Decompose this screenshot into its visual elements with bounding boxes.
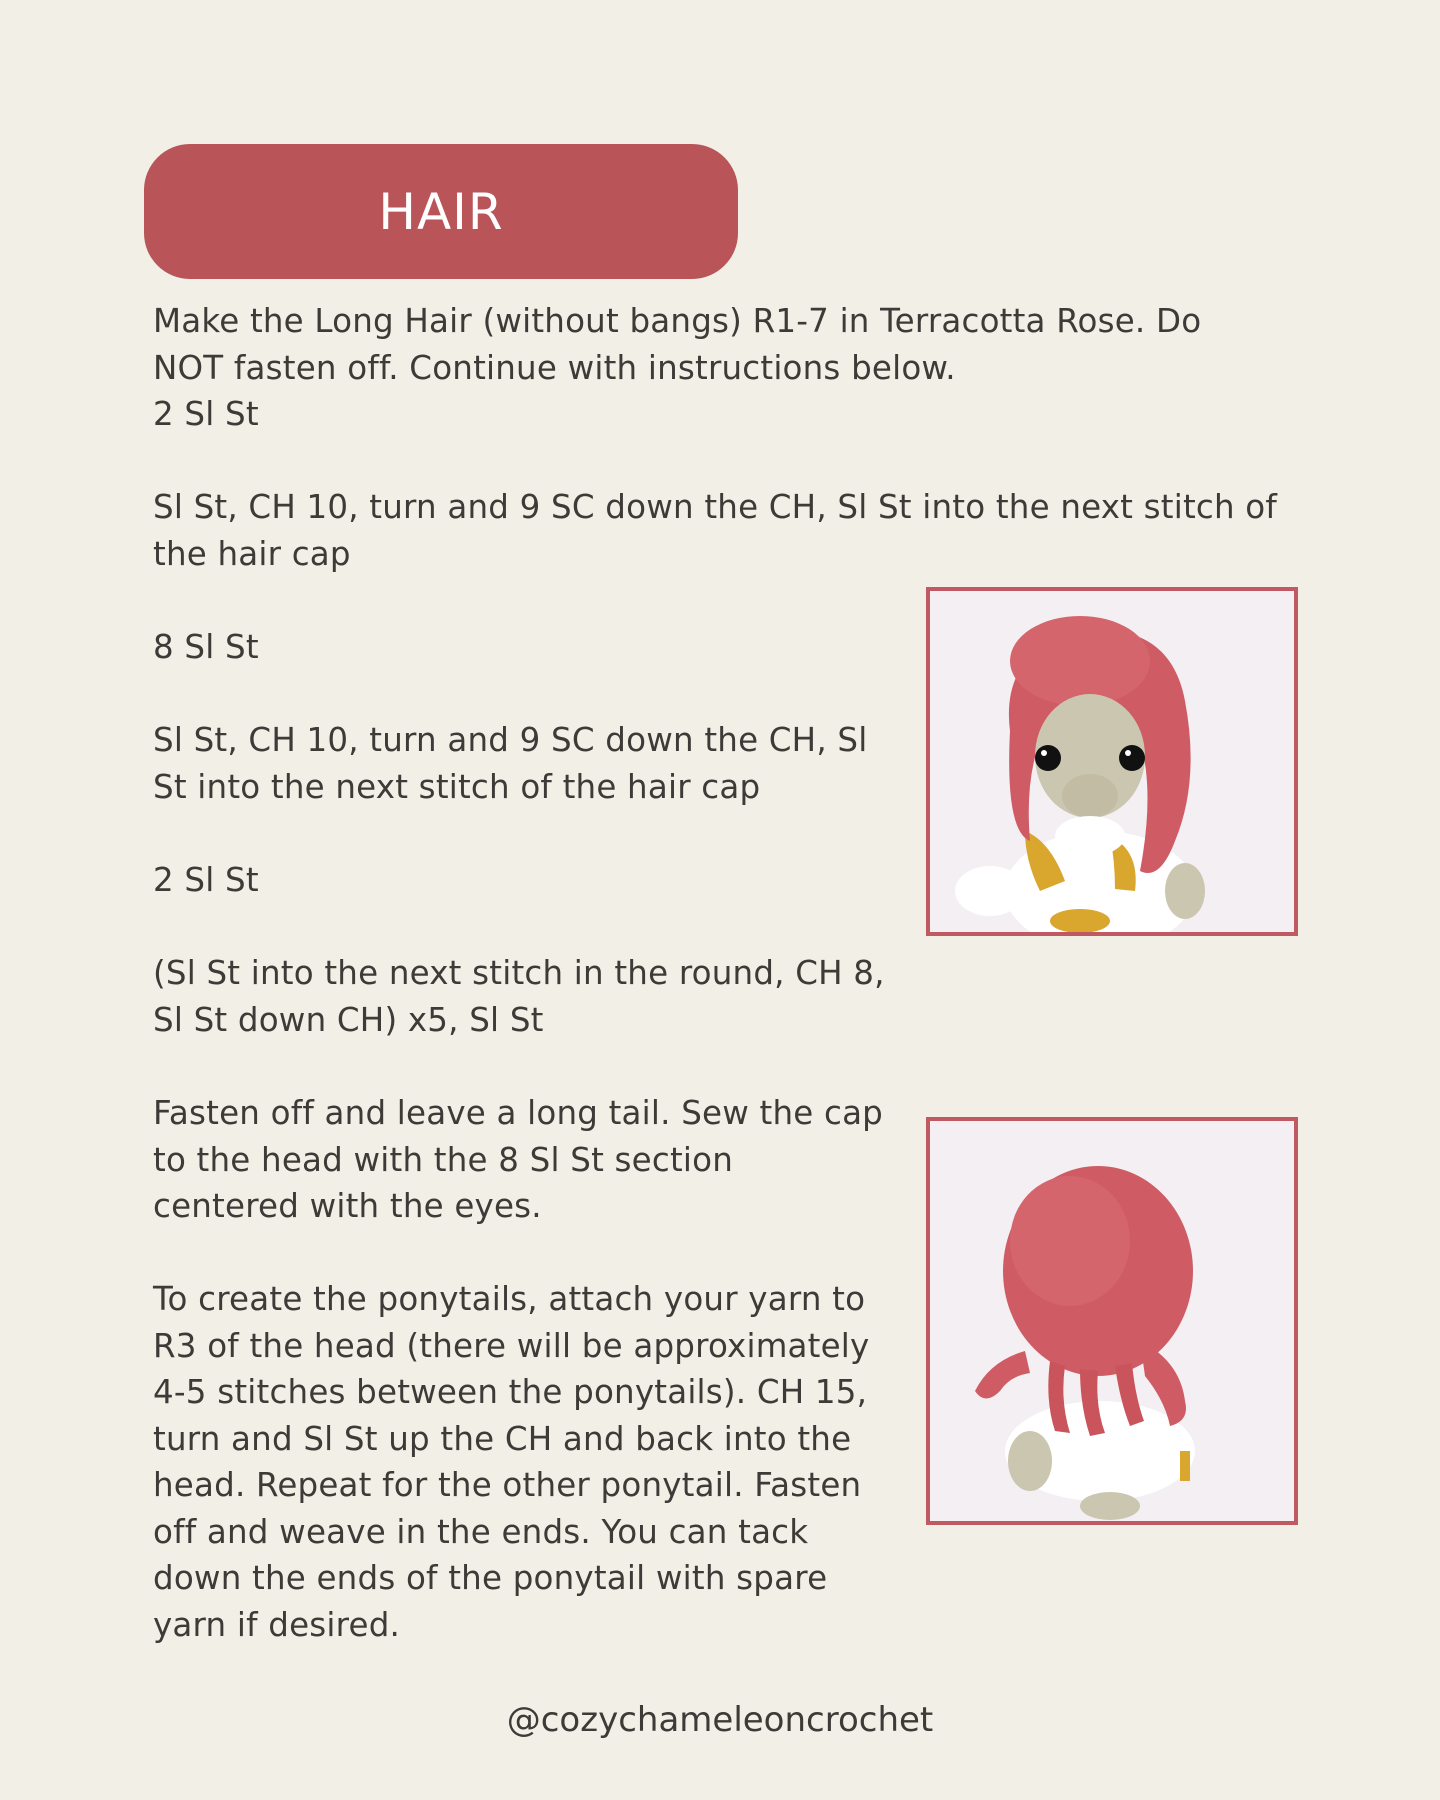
doll-back-photo — [926, 1117, 1298, 1525]
text-line: (Sl St into the next stitch in the round, CH 8, — [153, 954, 885, 992]
text-line: head. Repeat for the other ponytail. Fasten — [153, 1466, 862, 1504]
text-line: centered with the eyes. — [153, 1187, 542, 1225]
instruction-paragraph-2 — [153, 484, 1277, 577]
text-line: off and weave in the ends. You can tack — [153, 1512, 809, 1551]
text-line: Sl St, CH 10, turn and 9 SC down the CH, Sl — [153, 721, 868, 759]
section-title: HAIR — [378, 182, 504, 241]
text-line: Sl St, CH 10, turn and 9 SC down the CH, Sl St into the next stitch of — [153, 488, 1278, 526]
text-line: Sl St down CH) x5, Sl St — [153, 1000, 544, 1039]
text-line: 4-5 stitches between the ponytails). CH 15, — [153, 1373, 868, 1411]
text-line: Fasten off and leave a long tail. Sew the cap — [153, 1094, 884, 1132]
doll-front-illustration — [930, 591, 1294, 932]
instruction-paragraph-4 — [153, 717, 867, 810]
text-line: St into the next stitch of the hair cap — [153, 767, 761, 806]
text-line: yarn if desired. — [153, 1605, 401, 1644]
text-line: down the ends of the ponytail with spare — [153, 1559, 828, 1597]
text-line: 2 Sl St — [153, 861, 259, 899]
text-line: turn and Sl St up the CH and back into the — [153, 1419, 852, 1458]
instruction-paragraph-5 — [153, 857, 259, 904]
instruction-paragraph-3 — [153, 624, 259, 671]
instruction-paragraph-8 — [153, 1276, 869, 1648]
author-handle: @cozychameleoncrochet — [506, 1700, 934, 1740]
text-line: to the head with the 8 Sl St section — [153, 1140, 733, 1179]
instruction-paragraph-7 — [153, 1090, 883, 1230]
text-line: To create the ponytails, attach your yarn to — [153, 1280, 866, 1318]
text-line: 2 Sl St — [153, 395, 259, 433]
text-line: 8 Sl St — [153, 628, 259, 666]
instruction-paragraph-1 — [153, 298, 1201, 438]
text-line: NOT fasten off. Continue with instructions below. — [153, 348, 956, 387]
section-title-banner — [144, 144, 738, 279]
doll-back-illustration — [930, 1121, 1294, 1521]
instruction-paragraph-6 — [153, 950, 885, 1043]
text-line: R3 of the head (there will be approximately — [153, 1326, 870, 1365]
text-line: Make the Long Hair (without bangs) R1-7 in Terracotta Rose. Do — [153, 302, 1202, 340]
doll-front-photo — [926, 587, 1298, 936]
text-line: the hair cap — [153, 534, 351, 573]
